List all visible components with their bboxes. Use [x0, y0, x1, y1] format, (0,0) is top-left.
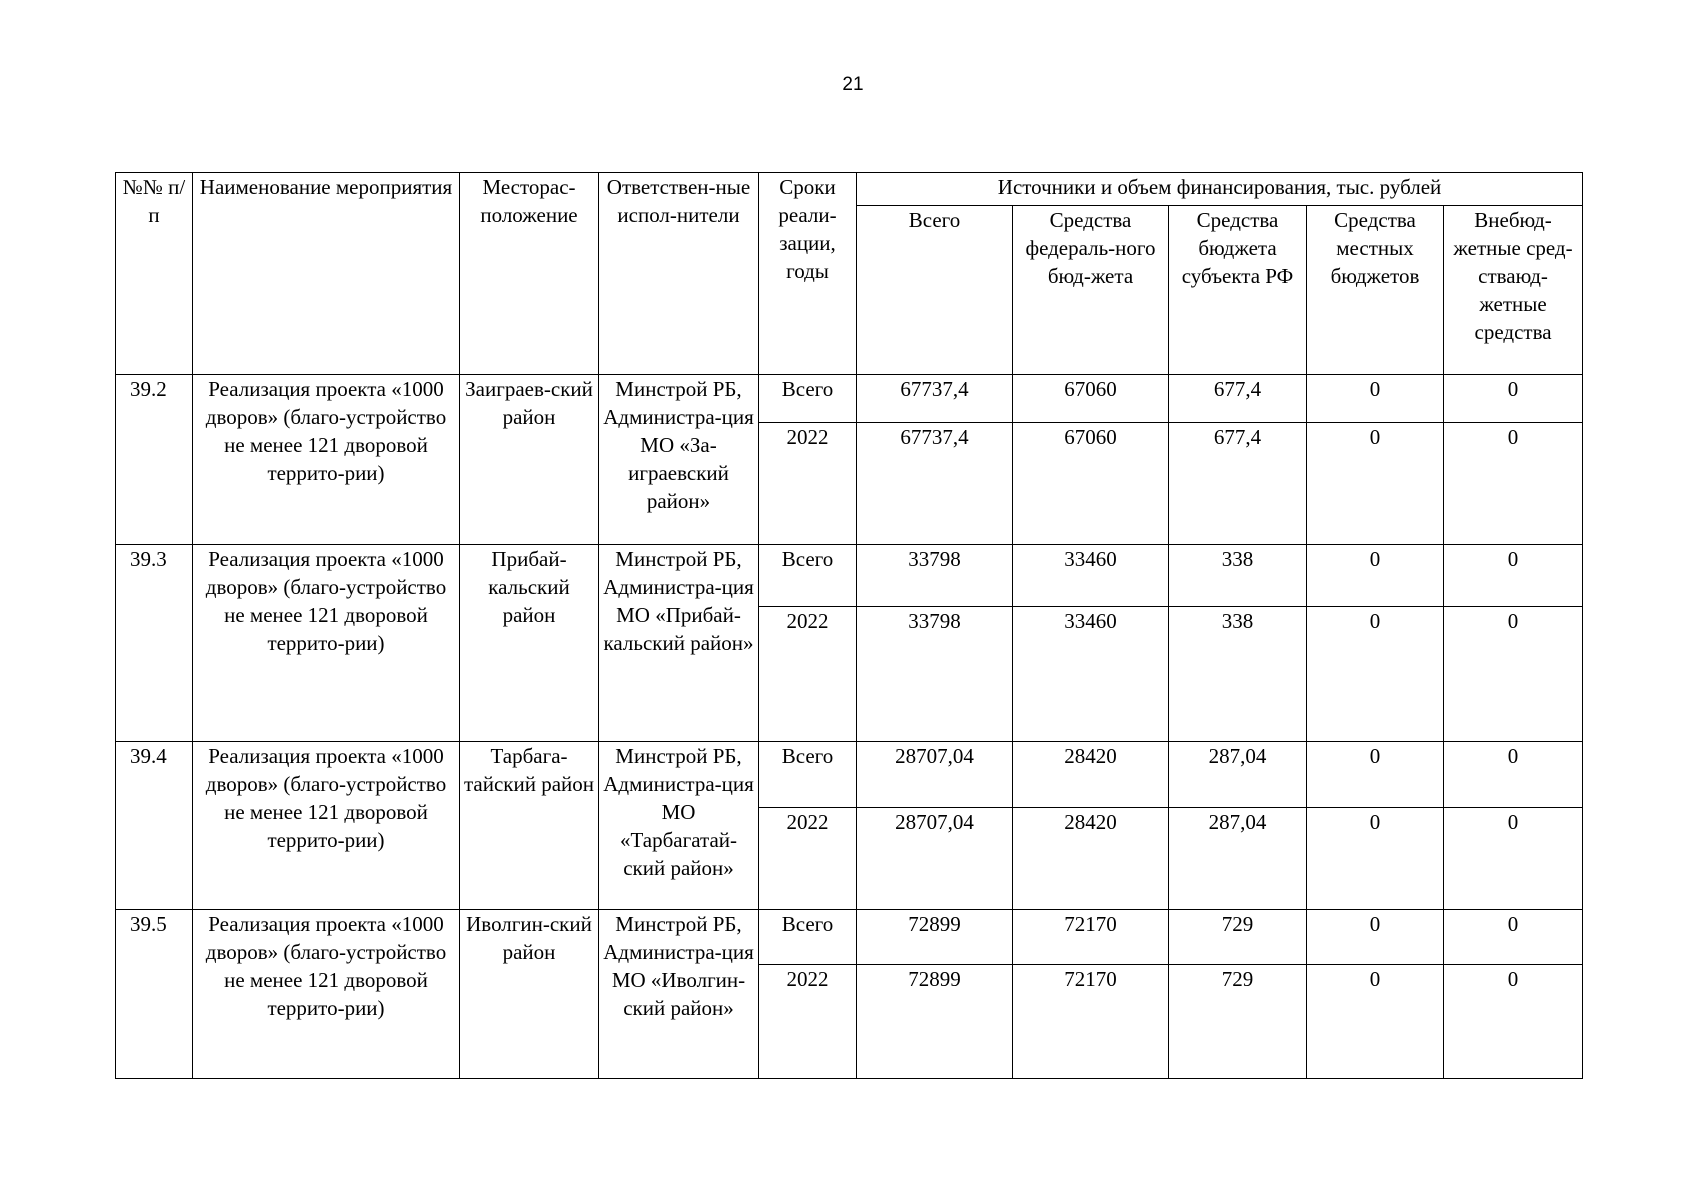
- cell-local: 0: [1307, 910, 1444, 965]
- cell-local: 0: [1307, 742, 1444, 808]
- cell-extra: 0: [1444, 545, 1583, 607]
- cell-federal: 72170: [1013, 965, 1169, 1079]
- cell-local: 0: [1307, 423, 1444, 545]
- header-sources: Источники и объем финансирования, тыс. рублей: [857, 173, 1583, 206]
- cell-federal: 72170: [1013, 910, 1169, 965]
- cell-responsible: Минстрой РБ, Администра-ция МО «Прибай-кальский район»: [599, 545, 759, 742]
- cell-federal: 67060: [1013, 375, 1169, 423]
- cell-responsible: Минстрой РБ, Администра-ция МО «За-играевский район»: [599, 375, 759, 545]
- cell-period: Всего: [759, 742, 857, 808]
- cell-name: Реализация проекта «1000 дворов» (благо-устройство не менее 121 дворовой террито-рии): [193, 910, 460, 1079]
- cell-total: 33798: [857, 545, 1013, 607]
- table-row-total: [116, 742, 1583, 808]
- cell-extra: 0: [1444, 375, 1583, 423]
- cell-period: Всего: [759, 545, 857, 607]
- cell-subject: 677,4: [1169, 375, 1307, 423]
- cell-local: 0: [1307, 607, 1444, 742]
- cell-subject: 677,4: [1169, 423, 1307, 545]
- cell-total: 33798: [857, 607, 1013, 742]
- cell-period: 2022: [759, 607, 857, 742]
- cell-local: 0: [1307, 965, 1444, 1079]
- financing-table: [115, 172, 1583, 1079]
- cell-num: 39.3: [116, 545, 193, 742]
- cell-subject: 287,04: [1169, 808, 1307, 910]
- cell-federal: 28420: [1013, 808, 1169, 910]
- cell-total: 72899: [857, 910, 1013, 965]
- cell-federal: 67060: [1013, 423, 1169, 545]
- cell-extra: 0: [1444, 965, 1583, 1079]
- cell-federal: 28420: [1013, 742, 1169, 808]
- cell-num: 39.5: [116, 910, 193, 1079]
- cell-extra: 0: [1444, 808, 1583, 910]
- header-total: Всего: [857, 206, 1013, 375]
- cell-extra: 0: [1444, 607, 1583, 742]
- cell-total: 72899: [857, 965, 1013, 1079]
- cell-num: 39.4: [116, 742, 193, 910]
- cell-responsible: Минстрой РБ, Администра-ция МО «Тарбагатай-ский район»: [599, 742, 759, 910]
- cell-subject: 729: [1169, 910, 1307, 965]
- cell-location: Тарбага-тайский район: [460, 742, 599, 910]
- cell-federal: 33460: [1013, 607, 1169, 742]
- cell-location: Иволгин-ский район: [460, 910, 599, 1079]
- cell-total: 28707,04: [857, 742, 1013, 808]
- cell-name: Реализация проекта «1000 дворов» (благо-устройство не менее 121 дворовой террито-рии): [193, 742, 460, 910]
- cell-period: 2022: [759, 423, 857, 545]
- header-location: Месторас-положение: [460, 173, 599, 375]
- cell-name: Реализация проекта «1000 дворов» (благо-устройство не менее 121 дворовой террито-рии): [193, 545, 460, 742]
- cell-local: 0: [1307, 808, 1444, 910]
- cell-period: Всего: [759, 375, 857, 423]
- cell-responsible: Минстрой РБ, Администра-ция МО «Иволгин-ский район»: [599, 910, 759, 1079]
- header-name: Наименование мероприятия: [193, 173, 460, 375]
- table-row-total: [116, 375, 1583, 423]
- cell-subject: 287,04: [1169, 742, 1307, 808]
- cell-period: 2022: [759, 965, 857, 1079]
- cell-subject: 338: [1169, 545, 1307, 607]
- cell-period: Всего: [759, 910, 857, 965]
- cell-name: Реализация проекта «1000 дворов» (благо-устройство не менее 121 дворовой террито-рии): [193, 375, 460, 545]
- cell-subject: 729: [1169, 965, 1307, 1079]
- cell-extra: 0: [1444, 742, 1583, 808]
- table-row-total: [116, 910, 1583, 965]
- cell-local: 0: [1307, 375, 1444, 423]
- cell-subject: 338: [1169, 607, 1307, 742]
- cell-total: 67737,4: [857, 423, 1013, 545]
- table-body: [116, 375, 1583, 1079]
- header-responsible: Ответствен-ные испол-нители: [599, 173, 759, 375]
- header-num: №№ п/п: [116, 173, 193, 375]
- table-row-total: [116, 545, 1583, 607]
- header-subject: Средства бюджета субъекта РФ: [1169, 206, 1307, 375]
- cell-total: 67737,4: [857, 375, 1013, 423]
- header-federal: Средства федераль-ного бюд-жета: [1013, 206, 1169, 375]
- cell-federal: 33460: [1013, 545, 1169, 607]
- header-local: Средства местных бюджетов: [1307, 206, 1444, 375]
- cell-num: 39.2: [116, 375, 193, 545]
- header-extra: Внебюд-жетные сред-стваюд-жетные средства: [1444, 206, 1583, 375]
- cell-extra: 0: [1444, 423, 1583, 545]
- header-years: Сроки реали-зации, годы: [759, 173, 857, 375]
- cell-location: Заиграев-ский район: [460, 375, 599, 545]
- cell-extra: 0: [1444, 910, 1583, 965]
- cell-local: 0: [1307, 545, 1444, 607]
- cell-period: 2022: [759, 808, 857, 910]
- cell-total: 28707,04: [857, 808, 1013, 910]
- cell-location: Прибай-кальский район: [460, 545, 599, 742]
- page-number: 21: [842, 74, 864, 95]
